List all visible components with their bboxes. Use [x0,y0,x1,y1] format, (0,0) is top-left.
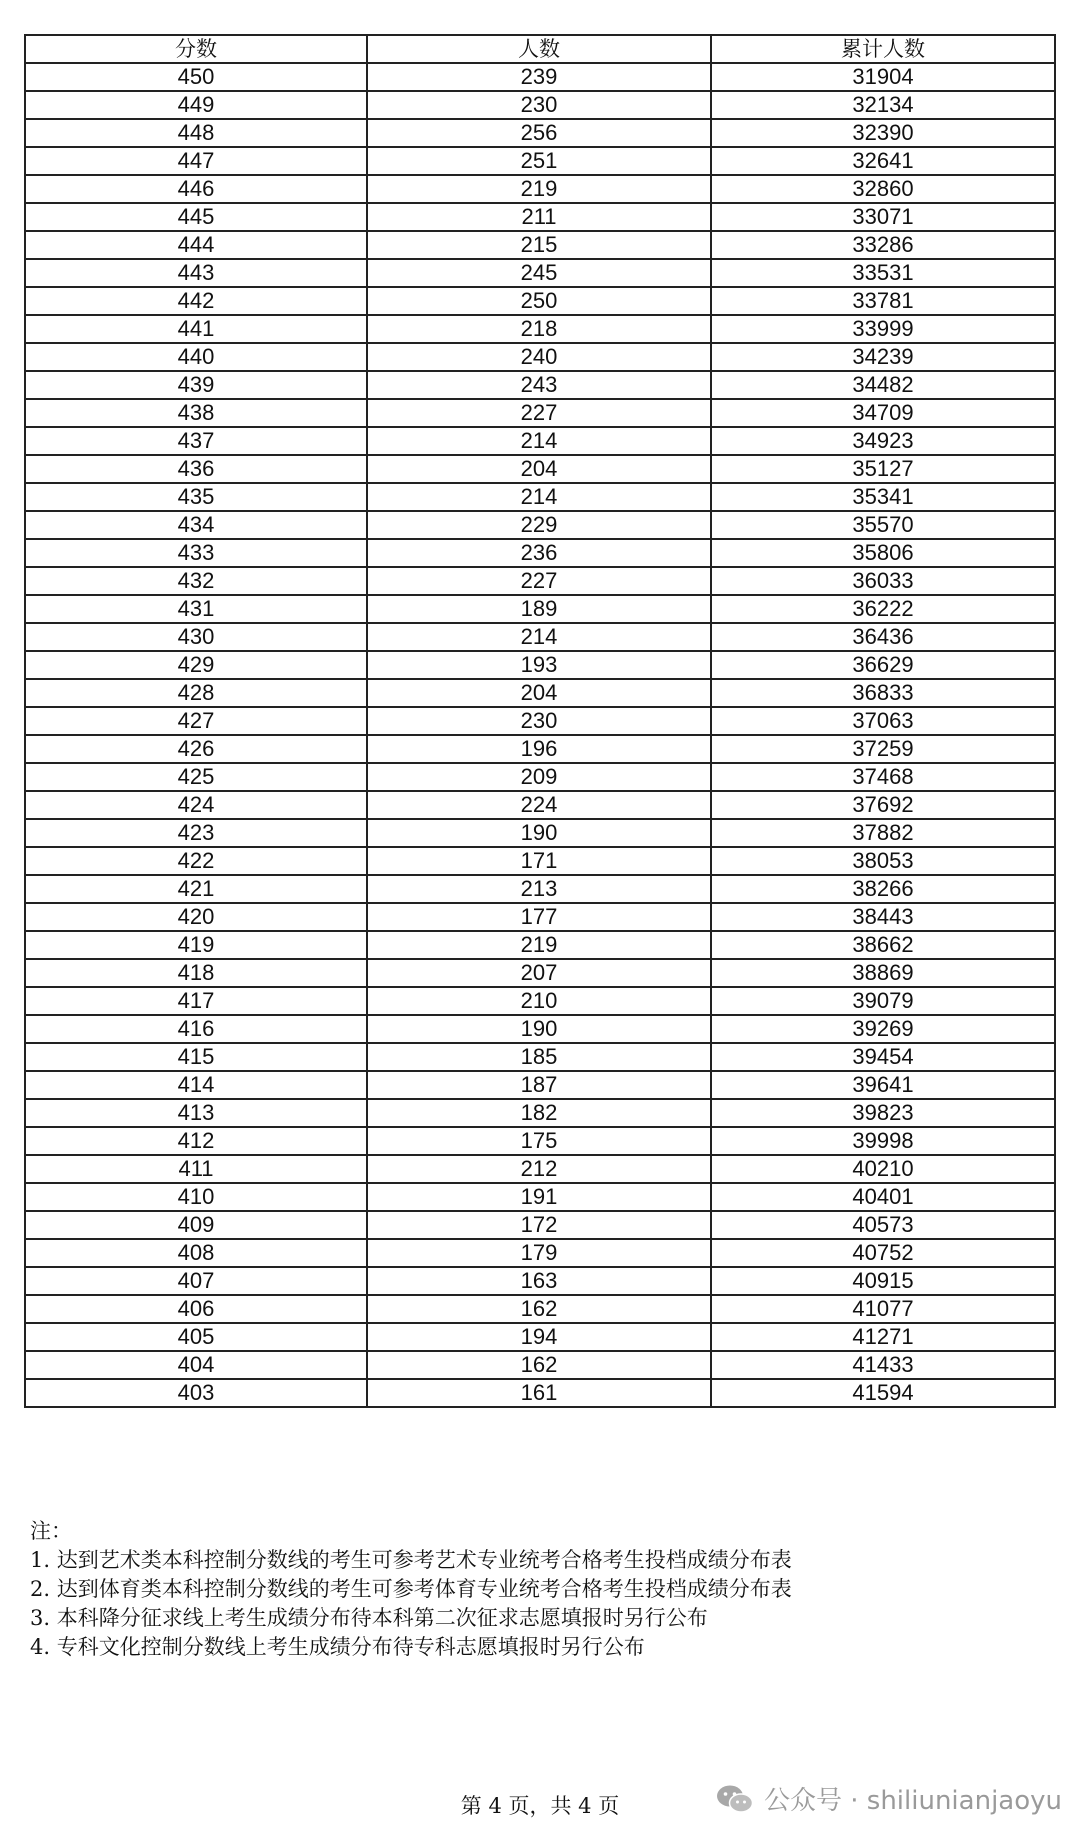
cell-score: 420 [25,903,367,931]
cell-count: 213 [367,875,711,903]
cell-score: 448 [25,119,367,147]
cell-count: 204 [367,679,711,707]
cell-score: 430 [25,623,367,651]
cell-score: 404 [25,1351,367,1379]
cell-cumulative: 32641 [711,147,1055,175]
cell-count: 182 [367,1099,711,1127]
table-row [25,1099,1055,1127]
cell-score: 407 [25,1267,367,1295]
cell-cumulative: 39269 [711,1015,1055,1043]
wechat-watermark [716,1780,1062,1817]
table-row [25,63,1055,91]
cell-score: 417 [25,987,367,1015]
header-cumulative: 累计人数 [711,35,1055,63]
cell-score: 416 [25,1015,367,1043]
cell-count: 189 [367,595,711,623]
cell-cumulative: 35341 [711,483,1055,511]
note-item: 4. 专科文化控制分数线上考生成绩分布待专科志愿填报时另行公布 [30,1635,645,1659]
table-row [25,427,1055,455]
cell-score: 415 [25,1043,367,1071]
cell-count: 218 [367,315,711,343]
table-row [25,1295,1055,1323]
cell-score: 438 [25,399,367,427]
cell-score: 440 [25,343,367,371]
cell-score: 412 [25,1127,367,1155]
cell-count: 227 [367,399,711,427]
notes-title: 注： [30,1519,72,1543]
cell-count: 224 [367,791,711,819]
cell-score: 423 [25,819,367,847]
cell-count: 240 [367,343,711,371]
cell-score: 422 [25,847,367,875]
cell-score: 421 [25,875,367,903]
table-row [25,119,1055,147]
cell-score: 450 [25,63,367,91]
page-number: 第 4 页，共 4 页 [460,1794,620,1818]
cell-cumulative: 38869 [711,959,1055,987]
cell-cumulative: 39079 [711,987,1055,1015]
cell-count: 190 [367,819,711,847]
cell-count: 190 [367,1015,711,1043]
cell-count: 227 [367,567,711,595]
table-row [25,791,1055,819]
table-row [25,371,1055,399]
cell-cumulative: 33286 [711,231,1055,259]
cell-count: 214 [367,427,711,455]
cell-score: 447 [25,147,367,175]
cell-score: 428 [25,679,367,707]
cell-score: 434 [25,511,367,539]
table-row [25,511,1055,539]
cell-count: 229 [367,511,711,539]
notes-section [30,1517,1050,1662]
cell-count: 207 [367,959,711,987]
cell-cumulative: 40915 [711,1267,1055,1295]
table-row [25,1043,1055,1071]
cell-count: 251 [367,147,711,175]
header-count: 人数 [367,35,711,63]
cell-count: 210 [367,987,711,1015]
cell-count: 185 [367,1043,711,1071]
cell-cumulative: 38053 [711,847,1055,875]
cell-cumulative: 40210 [711,1155,1055,1183]
cell-count: 243 [367,371,711,399]
cell-score: 441 [25,315,367,343]
cell-cumulative: 38443 [711,903,1055,931]
cell-cumulative: 32134 [711,91,1055,119]
cell-cumulative: 33781 [711,287,1055,315]
table-row [25,231,1055,259]
table-row [25,175,1055,203]
cell-score: 409 [25,1211,367,1239]
table-row [25,259,1055,287]
cell-cumulative: 34482 [711,371,1055,399]
table-body [25,63,1055,1407]
cell-count: 194 [367,1323,711,1351]
cell-score: 425 [25,763,367,791]
cell-cumulative: 33071 [711,203,1055,231]
cell-score: 427 [25,707,367,735]
cell-score: 446 [25,175,367,203]
cell-cumulative: 34239 [711,343,1055,371]
cell-cumulative: 41594 [711,1379,1055,1407]
table-row [25,1239,1055,1267]
cell-cumulative: 41433 [711,1351,1055,1379]
cell-score: 414 [25,1071,367,1099]
cell-cumulative: 40752 [711,1239,1055,1267]
table-row [25,1015,1055,1043]
cell-cumulative: 32390 [711,119,1055,147]
cell-score: 439 [25,371,367,399]
cell-score: 431 [25,595,367,623]
cell-count: 214 [367,483,711,511]
table-row [25,1155,1055,1183]
table-header-row [25,35,1055,63]
table-row [25,763,1055,791]
cell-score: 437 [25,427,367,455]
cell-count: 175 [367,1127,711,1155]
table-row [25,91,1055,119]
cell-count: 215 [367,231,711,259]
cell-count: 230 [367,707,711,735]
table-row [25,1351,1055,1379]
table-row [25,623,1055,651]
table-row [25,707,1055,735]
table-row [25,1211,1055,1239]
cell-cumulative: 39823 [711,1099,1055,1127]
table-row [25,147,1055,175]
cell-count: 230 [367,91,711,119]
cell-cumulative: 36222 [711,595,1055,623]
table-row [25,287,1055,315]
cell-cumulative: 40573 [711,1211,1055,1239]
table-row [25,539,1055,567]
cell-score: 424 [25,791,367,819]
cell-cumulative: 38662 [711,931,1055,959]
cell-count: 196 [367,735,711,763]
cell-score: 419 [25,931,367,959]
table-row [25,1379,1055,1407]
watermark-text: 公众号 · shiliunianjaoyu [763,1786,1062,1816]
cell-cumulative: 34923 [711,427,1055,455]
cell-score: 444 [25,231,367,259]
table-row [25,847,1055,875]
cell-count: 211 [367,203,711,231]
table-row [25,455,1055,483]
cell-count: 239 [367,63,711,91]
table-row [25,651,1055,679]
cell-cumulative: 41077 [711,1295,1055,1323]
cell-score: 432 [25,567,367,595]
cell-score: 429 [25,651,367,679]
cell-count: 212 [367,1155,711,1183]
cell-count: 193 [367,651,711,679]
cell-score: 433 [25,539,367,567]
cell-count: 204 [367,455,711,483]
header-score: 分数 [25,35,367,63]
cell-cumulative: 32860 [711,175,1055,203]
table-row [25,567,1055,595]
cell-cumulative: 34709 [711,399,1055,427]
cell-count: 209 [367,763,711,791]
cell-cumulative: 37063 [711,707,1055,735]
note-item: 1. 达到艺术类本科控制分数线的考生可参考艺术专业统考合格考生投档成绩分布表 [30,1548,792,1572]
table-row [25,315,1055,343]
cell-count: 191 [367,1183,711,1211]
cell-cumulative: 41271 [711,1323,1055,1351]
cell-cumulative: 36033 [711,567,1055,595]
cell-cumulative: 39454 [711,1043,1055,1071]
cell-cumulative: 36436 [711,623,1055,651]
table-row [25,1183,1055,1211]
cell-count: 177 [367,903,711,931]
cell-cumulative: 37692 [711,791,1055,819]
table-row [25,1323,1055,1351]
table-row [25,987,1055,1015]
cell-cumulative: 36833 [711,679,1055,707]
table-row [25,595,1055,623]
cell-score: 408 [25,1239,367,1267]
cell-cumulative: 33999 [711,315,1055,343]
cell-cumulative: 38266 [711,875,1055,903]
cell-score: 406 [25,1295,367,1323]
table-row [25,1267,1055,1295]
table-row [25,875,1055,903]
table-row [25,203,1055,231]
note-item: 2. 达到体育类本科控制分数线的考生可参考体育专业统考合格考生投档成绩分布表 [30,1577,792,1601]
table-row [25,1071,1055,1099]
cell-count: 161 [367,1379,711,1407]
cell-cumulative: 39998 [711,1127,1055,1155]
cell-score: 410 [25,1183,367,1211]
cell-count: 214 [367,623,711,651]
cell-cumulative: 31904 [711,63,1055,91]
cell-cumulative: 37259 [711,735,1055,763]
cell-count: 179 [367,1239,711,1267]
cell-cumulative: 37882 [711,819,1055,847]
cell-score: 449 [25,91,367,119]
cell-count: 219 [367,931,711,959]
cell-count: 245 [367,259,711,287]
cell-score: 411 [25,1155,367,1183]
cell-cumulative: 33531 [711,259,1055,287]
cell-count: 162 [367,1295,711,1323]
cell-score: 426 [25,735,367,763]
cell-score: 436 [25,455,367,483]
cell-count: 236 [367,539,711,567]
cell-cumulative: 40401 [711,1183,1055,1211]
cell-count: 162 [367,1351,711,1379]
cell-count: 219 [367,175,711,203]
cell-score: 435 [25,483,367,511]
table-row [25,931,1055,959]
cell-score: 445 [25,203,367,231]
cell-cumulative: 35570 [711,511,1055,539]
cell-count: 163 [367,1267,711,1295]
table-row [25,483,1055,511]
table-row [25,679,1055,707]
table-row [25,343,1055,371]
cell-count: 171 [367,847,711,875]
cell-score: 443 [25,259,367,287]
cell-count: 187 [367,1071,711,1099]
cell-score: 403 [25,1379,367,1407]
cell-count: 256 [367,119,711,147]
table-row [25,903,1055,931]
table-row [25,399,1055,427]
cell-cumulative: 35806 [711,539,1055,567]
cell-score: 442 [25,287,367,315]
cell-count: 250 [367,287,711,315]
table-row [25,959,1055,987]
wechat-icon [716,1784,754,1814]
cell-score: 413 [25,1099,367,1127]
cell-cumulative: 35127 [711,455,1055,483]
cell-cumulative: 36629 [711,651,1055,679]
note-item: 3. 本科降分征求线上考生成绩分布待本科第二次征求志愿填报时另行公布 [30,1606,708,1630]
cell-count: 172 [367,1211,711,1239]
cell-cumulative: 37468 [711,763,1055,791]
cell-score: 418 [25,959,367,987]
table-row [25,1127,1055,1155]
cell-score: 405 [25,1323,367,1351]
score-distribution-table [24,34,1056,1408]
table-row [25,819,1055,847]
table-row [25,735,1055,763]
cell-cumulative: 39641 [711,1071,1055,1099]
